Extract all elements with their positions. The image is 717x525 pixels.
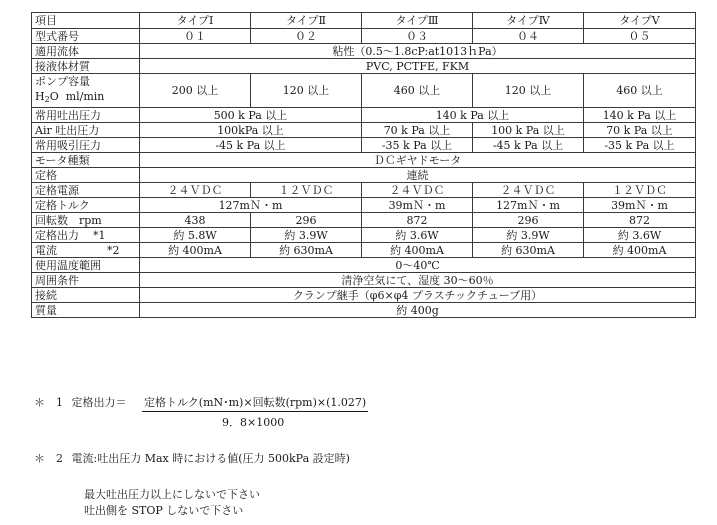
note1 [34, 384, 694, 428]
model-value: ０４ [473, 29, 584, 44]
header-type-4: タイプⅣ [473, 13, 584, 29]
rpm-value: 872 [362, 213, 473, 228]
torque-value: 39mＮ・m [584, 198, 696, 213]
suction-row [32, 138, 696, 153]
torque-value: 39mＮ・m [362, 198, 473, 213]
pump-unit-rest: O ml/min [49, 90, 105, 103]
model-row [32, 29, 696, 44]
fluid-label: 適用流体 [32, 44, 140, 59]
temp-value: 0～40℃ [140, 258, 696, 273]
current-mark: *2 [107, 243, 120, 257]
pump-value: 120 以上 [473, 74, 584, 108]
pump-value: 120 以上 [251, 74, 362, 108]
current-value: 約 630mA [251, 243, 362, 258]
motor-label: モータ種類 [32, 153, 140, 168]
pump-value: 200 以上 [140, 74, 251, 108]
output-row [32, 228, 696, 243]
conn-row [32, 288, 696, 303]
pump-unit-sub: 2 [44, 95, 50, 104]
rating-label: 定格 [32, 168, 140, 183]
spec-table [31, 12, 696, 318]
output-value: 約 3.9W [251, 228, 362, 243]
note1-mark: ＊ 1 [34, 396, 63, 409]
torque-value: 127mＮ・m [140, 198, 362, 213]
air-row [32, 123, 696, 138]
temp-row [32, 258, 696, 273]
current-value: 約 630mA [473, 243, 584, 258]
current-label: 電流 [35, 243, 57, 257]
pump-unit [35, 89, 136, 107]
warning-2: 吐出側を STOP しないで下さい [84, 504, 244, 517]
warning-1: 最大吐出圧力以上にしないで下さい [84, 488, 260, 501]
material-row [32, 59, 696, 74]
discharge-value: 500 k Pa 以上 [140, 108, 362, 123]
header-row [32, 13, 696, 29]
rpm-value: 296 [251, 213, 362, 228]
power-value: １２ＶＤＣ [584, 183, 696, 198]
rpm-value: 438 [140, 213, 251, 228]
model-value: ０２ [251, 29, 362, 44]
torque-label: 定格トルク [32, 198, 140, 213]
model-value: ０１ [140, 29, 251, 44]
output-label: 定格出力 [35, 228, 79, 242]
env-row [32, 273, 696, 288]
material-label: 接液体材質 [32, 59, 140, 74]
suction-value: -35 k Pa 以上 [584, 138, 696, 153]
model-value: ０３ [362, 29, 473, 44]
env-value: 清浄空気にて、湿度 30～60％ [140, 273, 696, 288]
pump-row [32, 74, 696, 108]
output-mark: *1 [93, 228, 106, 242]
power-row [32, 183, 696, 198]
motor-value: ＤＣギヤドモータ [140, 153, 696, 168]
env-label: 周囲条件 [32, 273, 140, 288]
suction-value: -35 k Pa 以上 [362, 138, 473, 153]
pump-value: 460 以上 [584, 74, 696, 108]
power-label: 定格電源 [32, 183, 140, 198]
power-value: １２ＶＤＣ [251, 183, 362, 198]
note1-line [34, 394, 127, 410]
air-value: 70 k Pa 以上 [584, 123, 696, 138]
current-label-cell [32, 243, 140, 258]
pump-unit-h: H [35, 90, 45, 103]
rpm-row [32, 213, 696, 228]
discharge-row [32, 108, 696, 123]
air-value: 70 k Pa 以上 [362, 123, 473, 138]
rpm-label: 回転数 rpm [32, 213, 140, 228]
discharge-value: 140 k Pa 以上 [362, 108, 584, 123]
header-type-5: タイプⅤ [584, 13, 696, 29]
pump-label: ポンプ容量 [35, 75, 90, 88]
current-value: 約 400mA [362, 243, 473, 258]
current-value: 約 400mA [584, 243, 696, 258]
header-type-1: タイプⅠ [140, 13, 251, 29]
model-label: 型式番号 [32, 29, 140, 44]
torque-value: 127mＮ・m [473, 198, 584, 213]
note1-prefix: 定格出力＝ [71, 396, 127, 409]
output-value: 約 3.6W [362, 228, 473, 243]
note2 [34, 450, 350, 466]
air-value: 100 k Pa 以上 [473, 123, 584, 138]
conn-label: 接続 [32, 288, 140, 303]
motor-row [32, 153, 696, 168]
output-value: 約 3.9W [473, 228, 584, 243]
rpm-value: 872 [584, 213, 696, 228]
suction-label: 常用吸引圧力 [32, 138, 140, 153]
power-value: ２４ＶＤＣ [140, 183, 251, 198]
header-type-2: タイプⅡ [251, 13, 362, 29]
conn-value: クランプ継手（φ6×φ4 プラスチックチューブ用） [140, 288, 696, 303]
model-value: ０５ [584, 29, 696, 44]
air-label: Air 吐出圧力 [32, 123, 140, 138]
air-value: 100kPa 以上 [140, 123, 362, 138]
rpm-value: 296 [473, 213, 584, 228]
note2-mark: ＊ 2 [34, 452, 63, 465]
fluid-value: 粘性（0.5～1.8cP:at1013ｈPa） [140, 44, 696, 59]
suction-value: -45 k Pa 以上 [140, 138, 362, 153]
torque-row [32, 198, 696, 213]
current-row [32, 243, 696, 258]
discharge-value: 140 k Pa 以上 [584, 108, 696, 123]
header-item: 項目 [32, 13, 140, 29]
current-value: 約 400mA [140, 243, 251, 258]
material-value: PVC, PCTFE, FKM [140, 59, 696, 74]
header-type-3: タイプⅢ [362, 13, 473, 29]
mass-row [32, 303, 696, 318]
suction-value: -45 k Pa 以上 [473, 138, 584, 153]
rating-value: 連続 [140, 168, 696, 183]
fluid-row [32, 44, 696, 59]
power-value: ２４ＶＤＣ [473, 183, 584, 198]
output-value: 約 3.6W [584, 228, 696, 243]
mass-value: 約 400g [140, 303, 696, 318]
output-value: 約 5.8W [140, 228, 251, 243]
note2-text: 電流:吐出圧力 Max 時における値(圧力 500kPa 設定時) [71, 452, 350, 465]
pump-label-cell [32, 74, 140, 108]
rating-row [32, 168, 696, 183]
note1-fraction [142, 394, 368, 429]
output-label-cell [32, 228, 140, 243]
pump-value: 460 以上 [362, 74, 473, 108]
power-value: ２４ＶＤＣ [362, 183, 473, 198]
note1-numerator: 定格トルク(mN･m)×回転数(rpm)×(1.027) [142, 396, 368, 412]
temp-label: 使用温度範囲 [32, 258, 140, 273]
note1-denominator: 9．8×1000 [222, 416, 285, 429]
discharge-label: 常用吐出圧力 [32, 108, 140, 123]
mass-label: 質量 [32, 303, 140, 318]
